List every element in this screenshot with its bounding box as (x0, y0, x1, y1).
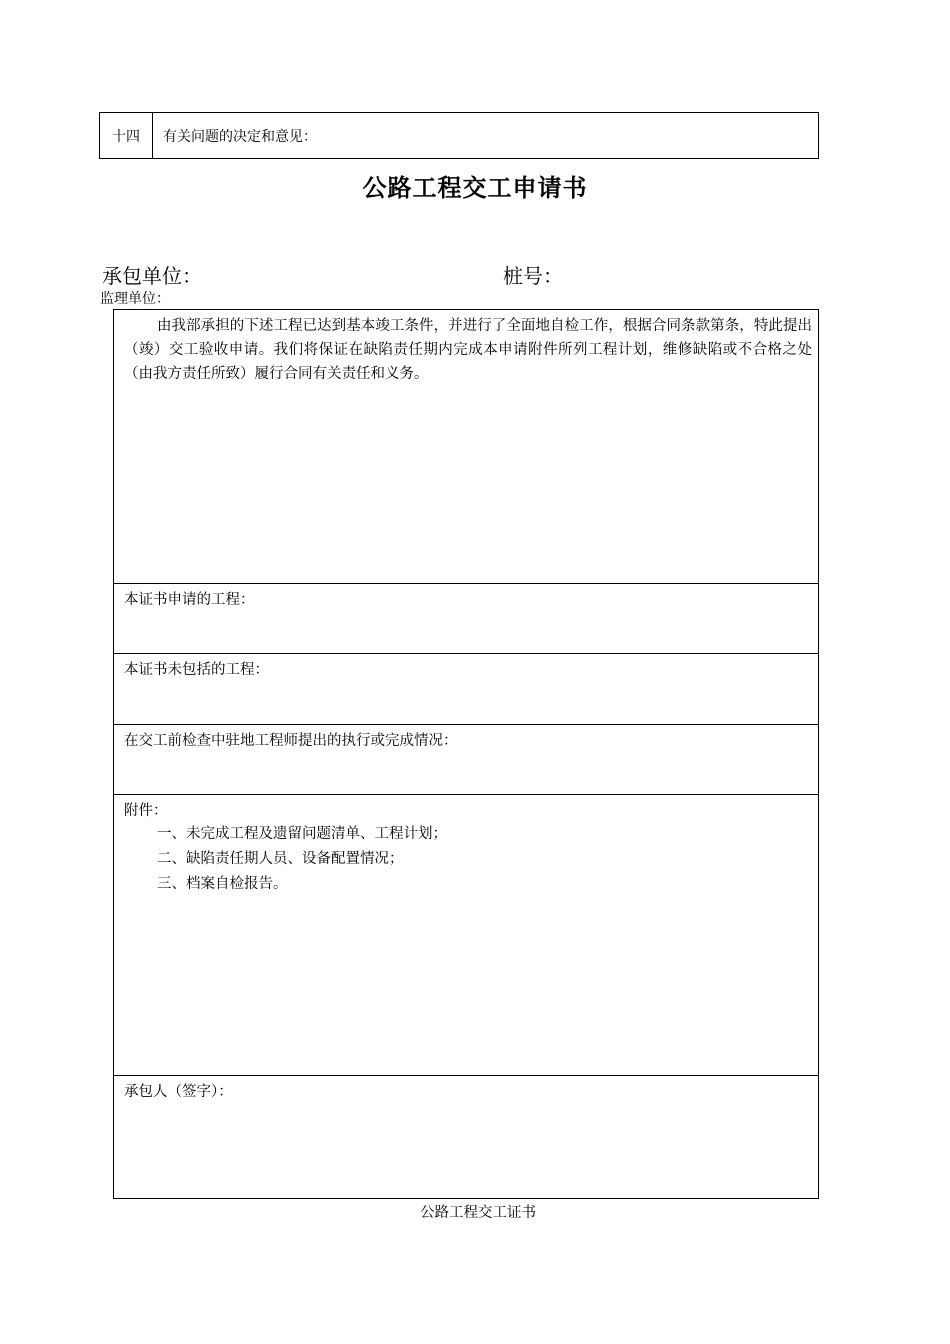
previous-section-table (99, 112, 819, 159)
footer-caption: 公路工程交工证书 (420, 1205, 536, 1221)
attachments-row (114, 795, 818, 1076)
engineer-notes-row (114, 725, 818, 795)
application-statement: 由我部承担的下述工程已达到基本竣工条件，并进行了全面地自检工作，根据合同条款第条，特此提出（竣）交工验收申请。我们将保证在缺陷责任期内完成本申请附件所列工程计划，维修缺陷或不合格之处（由我方责任所致）履行合同有关责任和义务。 (124, 318, 812, 382)
section-decision-label: 有关问题的决定和意见： (163, 128, 317, 145)
applied-works-label: 本证书申请的工程： (124, 592, 255, 608)
attachments-label: 附件： (124, 803, 168, 819)
excluded-works-label: 本证书未包括的工程： (124, 662, 269, 678)
page-title: 公路工程交工申请书 (362, 174, 588, 202)
excluded-works-row (114, 654, 818, 725)
statement-row (114, 310, 818, 584)
applied-works-row (114, 584, 818, 654)
section-number: 十四 (100, 113, 153, 158)
signature-row (114, 1076, 818, 1198)
engineer-notes-label: 在交工前检查中驻地工程师提出的执行或完成情况： (124, 733, 458, 749)
stake-label: 桩号： (503, 264, 563, 288)
supervisor-label: 监理单位： (100, 291, 170, 307)
attachment-item: 三、档案自检报告。 (157, 876, 288, 892)
attachment-item: 一、未完成工程及遗留问题清单、工程计划； (157, 826, 447, 842)
signature-label: 承包人（签字）： (124, 1084, 233, 1100)
application-form-table (113, 309, 819, 1199)
contractor-label: 承包单位： (102, 264, 202, 288)
attachment-item: 二、缺陷责任期人员、设备配置情况； (157, 851, 404, 867)
